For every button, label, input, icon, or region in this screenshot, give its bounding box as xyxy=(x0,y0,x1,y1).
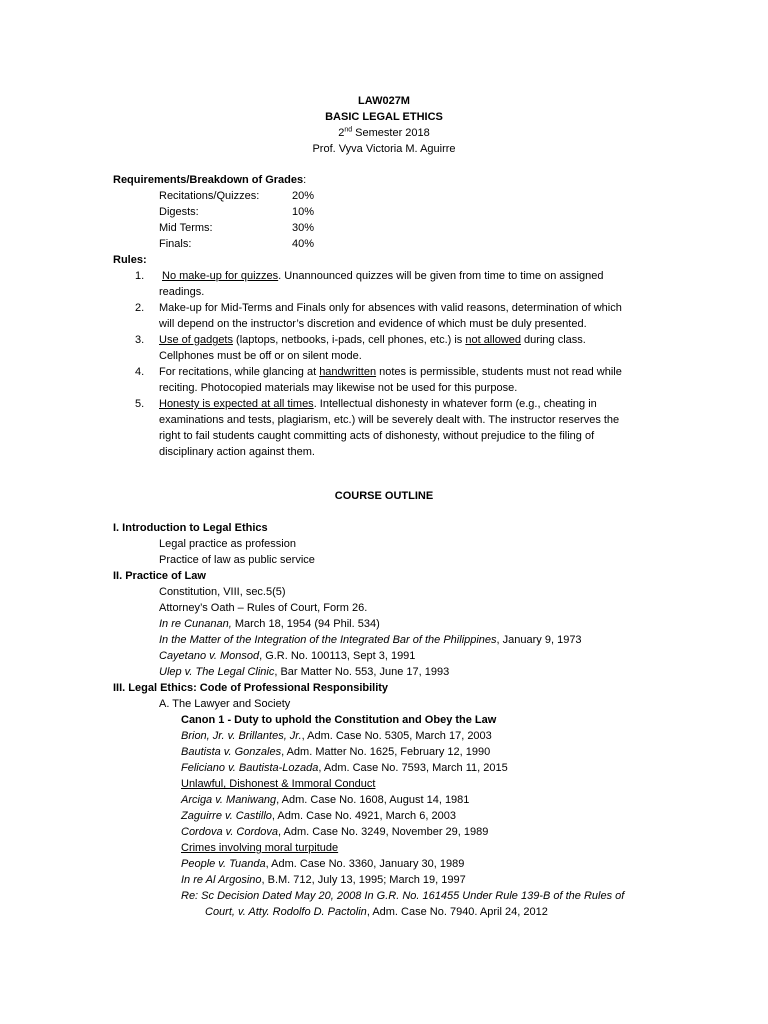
rule-text: Make-up for Mid-Terms and Finals only for absences with valid reasons, determination of which xyxy=(159,302,622,314)
professor-name: Prof. Vyva Victoria M. Aguirre xyxy=(312,143,456,155)
rule-number: 1. xyxy=(135,270,145,282)
rule-text: For recitations, while glancing at handwritten notes is permissible, students must not read while xyxy=(159,366,622,378)
case-citation: Bautista v. Gonzales, Adm. Matter No. 1625, February 12, 1990 xyxy=(181,746,491,758)
case-citation: Court, v. Atty. Rodolfo D. Pactolin, Adm. Case No. 7940. April 24, 2012 xyxy=(205,906,548,918)
case-citation: Cayetano v. Monsod, G.R. No. 100113, Sept 3, 1991 xyxy=(159,650,416,662)
case-citation: Brion, Jr. v. Brillantes, Jr., Adm. Case No. 5305, March 17, 2003 xyxy=(181,730,492,742)
grade-label: Recitations/Quizzes: xyxy=(159,190,260,202)
rule-text: Use of gadgets (laptops, netbooks, i-pads, cell phones, etc.) is not allowed during class. xyxy=(159,334,586,346)
rule-text: Honesty is expected at all times. Intellectual dishonesty in whatever form (e.g., cheating in xyxy=(159,398,597,410)
section-heading: III. Legal Ethics: Code of Professional Responsibility xyxy=(113,682,389,694)
grade-label: Finals: xyxy=(159,238,192,250)
case-citation: Feliciano v. Bautista-Lozada, Adm. Case No. 7593, March 11, 2015 xyxy=(181,762,508,774)
case-citation: Cordova v. Cordova, Adm. Case No. 3249, November 29, 1989 xyxy=(181,826,489,838)
outline-item: Attorney’s Oath – Rules of Court, Form 26. xyxy=(159,602,368,614)
rule-number: 2. xyxy=(135,302,145,314)
rule-text: reciting. Photocopied materials may likewise not be used for this purpose. xyxy=(159,382,518,394)
outline-item: Legal practice as profession xyxy=(159,538,296,550)
semester: 2nd Semester 2018 xyxy=(338,126,430,139)
topic-heading: Unlawful, Dishonest & Immoral Conduct xyxy=(181,778,376,790)
rule-text: Cellphones must be off or on silent mode. xyxy=(159,350,362,362)
outline-item: Practice of law as public service xyxy=(159,554,315,566)
section-heading: II. Practice of Law xyxy=(113,570,206,582)
topic-heading: Crimes involving moral turpitude xyxy=(181,842,339,854)
grade-value: 20% xyxy=(292,190,315,202)
case-citation: In re Al Argosino, B.M. 712, July 13, 1995; March 19, 1997 xyxy=(181,874,466,886)
case-citation: Re: Sc Decision Dated May 20, 2008 In G.R. No. 161455 Under Rule 139-B of the Rules of xyxy=(181,890,625,902)
subsection-heading: A. The Lawyer and Society xyxy=(159,698,291,710)
rule-text: examinations and tests, plagiarism, etc.) will be severely dealt with. The instructor reserves the xyxy=(159,414,620,426)
section-heading: I. Introduction to Legal Ethics xyxy=(113,522,268,534)
canon-heading: Canon 1 - Duty to uphold the Constitution and Obey the Law xyxy=(181,714,497,726)
case-citation: In re Cunanan, March 18, 1954 (94 Phil. 534) xyxy=(159,618,380,630)
grade-value: 40% xyxy=(292,238,315,250)
rule-number: 5. xyxy=(135,398,145,410)
case-citation: Arciga v. Maniwang, Adm. Case No. 1608, August 14, 1981 xyxy=(181,794,470,806)
course-title: BASIC LEGAL ETHICS xyxy=(325,111,443,123)
outline-item: Constitution, VIII, sec.5(5) xyxy=(159,586,286,598)
rule-text: right to fail students caught committing acts of dishonesty, without prejudice to the filing of xyxy=(159,430,595,442)
grade-value: 30% xyxy=(292,222,315,234)
grade-value: 10% xyxy=(292,206,315,218)
rule-text: will depend on the instructor’s discretion and evidence of which must be duly presented. xyxy=(159,318,587,330)
case-citation: People v. Tuanda, Adm. Case No. 3360, January 30, 1989 xyxy=(181,858,465,870)
case-citation: Zaguirre v. Castillo, Adm. Case No. 4921, March 6, 2003 xyxy=(181,810,456,822)
rule-text: No make-up for quizzes. Unannounced quizzes will be given from time to time on assigned xyxy=(162,270,604,282)
outline-title: COURSE OUTLINE xyxy=(334,490,434,502)
rule-text: readings. xyxy=(159,286,205,298)
rule-text: disciplinary action against them. xyxy=(159,446,315,458)
rule-number: 4. xyxy=(135,366,145,378)
grade-label: Mid Terms: xyxy=(159,222,213,234)
course-code: LAW027M xyxy=(358,95,410,107)
rules-heading: Rules: xyxy=(113,254,147,266)
grade-label: Digests: xyxy=(159,206,199,218)
case-citation: In the Matter of the Integration of the Integrated Bar of the Philippines, January 9, 1973 xyxy=(159,634,582,646)
rule-number: 3. xyxy=(135,334,145,346)
grades-heading: Requirements/Breakdown of Grades: xyxy=(113,174,307,186)
case-citation: Ulep v. The Legal Clinic, Bar Matter No. 553, June 17, 1993 xyxy=(159,666,450,678)
